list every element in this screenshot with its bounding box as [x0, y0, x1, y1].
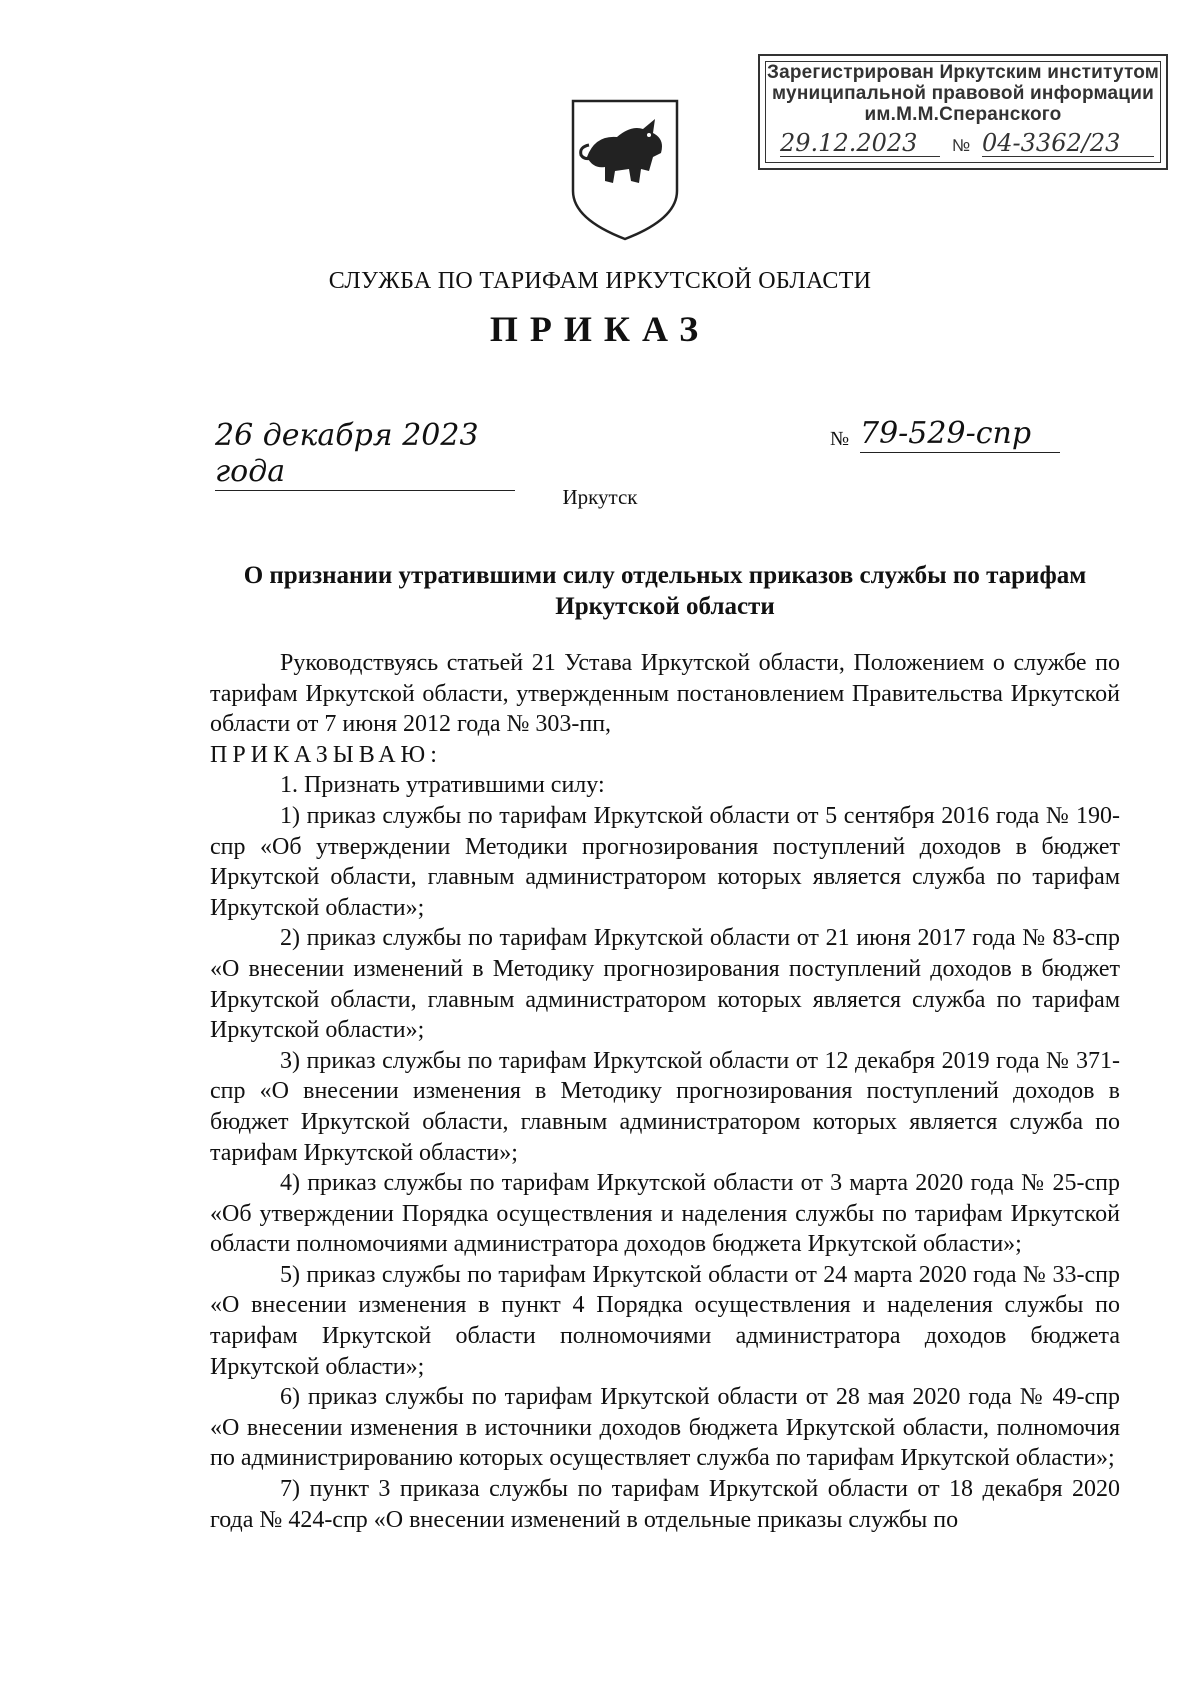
- list-item: 6) приказ службы по тарифам Иркутской области от 28 мая 2020 года № 49-спр «О внесении изменения в источники доходов бюджета Иркутской области, полномочия по администрированию которых осуществляет служба по тарифам Иркутской области»;: [210, 1384, 1120, 1472]
- organization-name: СЛУЖБА ПО ТАРИФАМ ИРКУТСКОЙ ОБЛАСТИ: [328, 268, 872, 294]
- irkutsk-coat-of-arms-icon: [565, 95, 685, 243]
- document-subject: О признании утратившими силу отдельных приказов службы по тарифам Иркутской области: [243, 562, 1087, 620]
- document-number-sign: №: [830, 428, 850, 450]
- stamp-number-sign: №: [952, 136, 971, 155]
- stamp-line-1: Зарегистрирован Иркутским институтом: [766, 62, 1160, 83]
- intro-paragraph: Руководствуясь статьей 21 Устава Иркутской области, Положением о службе по тарифам Иркутской области, утвержденным постановлением Правительства Иркутской области от 7 июня 2012 года № 303-пп,: [210, 650, 1120, 738]
- stamp-line-2: муниципальной правовой информации: [772, 83, 1154, 104]
- list-item: 5) приказ службы по тарифам Иркутской области от 24 марта 2020 года № 33-спр «О внесении изменения в пункт 4 Порядка осуществления и наделения службы по тарифам Иркутской области полномочиями администратора доходов бюджета Иркутской области»;: [210, 1261, 1120, 1380]
- document-number: 79-529-спр: [860, 416, 1060, 453]
- stamp-date: 29.12.2023: [780, 130, 940, 157]
- document-date: 26 декабря 2023 года: [215, 418, 515, 491]
- stamp-line-3: им.М.М.Сперанского: [864, 104, 1062, 125]
- list-item: 2) приказ службы по тарифам Иркутской области от 21 июня 2017 года № 83-спр «О внесении изменений в Методику прогнозирования поступлений доходов в бюджет Иркутской области, главным администратором которых является служба по тарифам Иркутской области»;: [210, 925, 1120, 1044]
- list-item: 7) пункт 3 приказа службы по тарифам Иркутской области от 18 декабря 2020 года № 424-спр «О внесении изменений в отдельные приказы службы по: [210, 1476, 1120, 1533]
- clause-1: 1. Признать утратившими силу:: [280, 772, 605, 799]
- document-type-title: ПРИКАЗ: [489, 309, 711, 349]
- list-item: 1) приказ службы по тарифам Иркутской области от 5 сентября 2016 года № 190-спр «Об утверждении Методики прогнозирования поступлений доходов в бюджет Иркутской области, главным администратором которых является служба по тарифам Иркутской области»;: [210, 802, 1120, 921]
- registration-stamp: [758, 54, 1168, 170]
- list-item: 4) приказ службы по тарифам Иркутской области от 3 марта 2020 года № 25-спр «Об утверждении Порядка осуществления и наделения службы по тарифам Иркутской области полномочиями администратора доходов бюджета Иркутской области»;: [210, 1170, 1120, 1258]
- document-city: Иркутск: [562, 485, 638, 509]
- document-body: [210, 648, 1120, 1535]
- stamp-number: 04-3362/23: [982, 130, 1154, 157]
- list-item: 3) приказ службы по тарифам Иркутской области от 12 декабря 2019 года № 371-спр «О внесении изменения в Методику прогнозирования поступлений доходов в бюджет Иркутской области, главным администратором которых является служба по тарифам Иркутской области»;: [210, 1047, 1120, 1166]
- order-word: ПРИКАЗЫВАЮ:: [210, 741, 442, 768]
